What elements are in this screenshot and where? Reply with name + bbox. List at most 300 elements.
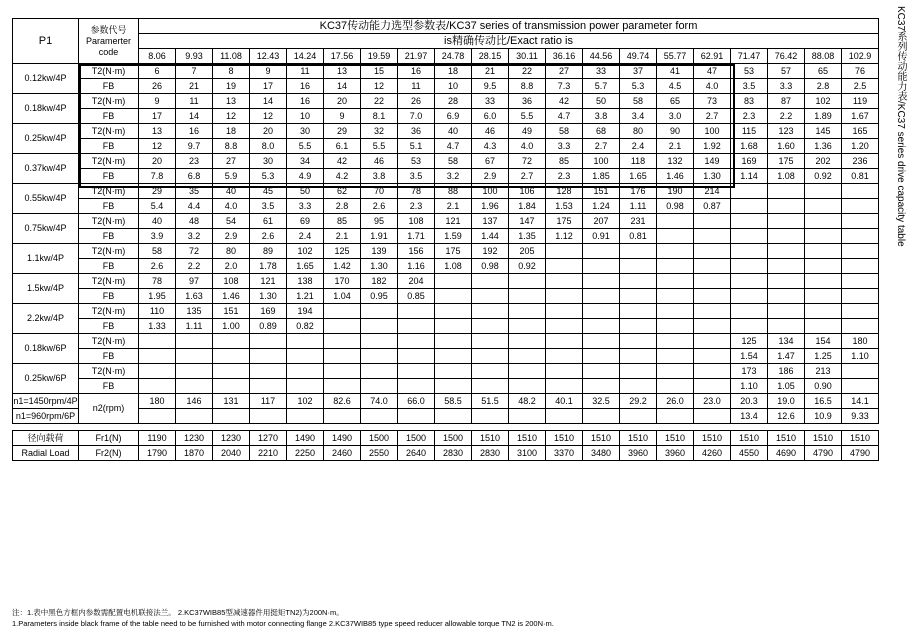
cell-t2: 58 [139, 244, 176, 259]
table-row [13, 124, 879, 139]
cell-fr1: 1500 [398, 431, 435, 446]
cell-t2: 194 [287, 304, 324, 319]
ratio-header-3: 12.43 [250, 49, 287, 64]
cell-fb: 12 [213, 109, 250, 124]
cell-t2 [583, 334, 620, 349]
cell-fb: 2.7 [583, 139, 620, 154]
param-code-en: Paramerter [85, 35, 131, 46]
cell-t2 [324, 304, 361, 319]
transmission-capacity-table [12, 18, 879, 461]
cell-t2: 138 [287, 274, 324, 289]
cell-t2: 125 [324, 244, 361, 259]
power-label-5: 0.75kw/4P [13, 214, 79, 244]
cell-t2 [657, 334, 694, 349]
cell-t2: 186 [768, 364, 805, 379]
cell-t2: 27 [213, 154, 250, 169]
cell-fb: 1.33 [139, 319, 176, 334]
cell-fb: 1.11 [620, 199, 657, 214]
cell-fb: 2.6 [250, 229, 287, 244]
cell-t2: 176 [620, 184, 657, 199]
table-row [13, 139, 879, 154]
cell-fb: 6.8 [176, 169, 213, 184]
cell-t2: 89 [250, 244, 287, 259]
cell-t2 [694, 214, 731, 229]
cell-t2 [546, 274, 583, 289]
cell-fb: 26 [139, 79, 176, 94]
cell-n2 [509, 409, 546, 424]
gap-cell [13, 424, 879, 431]
cell-fb: 3.5 [731, 79, 768, 94]
cell-t2: 14 [250, 94, 287, 109]
cell-fb: 4.7 [546, 109, 583, 124]
cell-t2 [842, 214, 879, 229]
cell-n2: 117 [250, 394, 287, 409]
cell-t2 [805, 184, 842, 199]
cell-fr1: 1230 [213, 431, 250, 446]
table-row [13, 64, 879, 79]
cell-t2 [620, 244, 657, 259]
cell-fb [694, 289, 731, 304]
cell-fb [620, 379, 657, 394]
cell-n2 [398, 409, 435, 424]
cell-fb [694, 379, 731, 394]
cell-t2: 147 [509, 214, 546, 229]
cell-t2 [805, 304, 842, 319]
cell-fb [805, 319, 842, 334]
ratio-header-19: 102.9 [842, 49, 879, 64]
cell-t2: 175 [768, 154, 805, 169]
cell-fr2: 4550 [731, 446, 768, 461]
cell-t2 [731, 214, 768, 229]
cell-fb: 0.81 [842, 169, 879, 184]
cell-fb [361, 349, 398, 364]
cell-t2: 30 [250, 154, 287, 169]
cell-t2 [768, 244, 805, 259]
param-fb-0: FB [79, 79, 139, 94]
cell-fr1: 1510 [509, 431, 546, 446]
cell-t2: 16 [398, 64, 435, 79]
cell-t2: 21 [472, 64, 509, 79]
cell-fb: 4.7 [435, 139, 472, 154]
cell-fb: 2.4 [287, 229, 324, 244]
cell-fr1: 1510 [694, 431, 731, 446]
ratio-header-16: 71.47 [731, 49, 768, 64]
table-row [13, 94, 879, 109]
cell-fb: 1.65 [287, 259, 324, 274]
cell-fb [842, 319, 879, 334]
cell-t2: 190 [657, 184, 694, 199]
cell-t2: 156 [398, 244, 435, 259]
cell-fb: 1.11 [176, 319, 213, 334]
cell-t2 [176, 364, 213, 379]
cell-n2: 23.0 [694, 394, 731, 409]
radial-load-label-en: Radial Load [13, 446, 79, 461]
cell-n2 [694, 409, 731, 424]
cell-t2: 11 [176, 94, 213, 109]
cell-t2: 100 [472, 184, 509, 199]
cell-fr2: 3960 [657, 446, 694, 461]
cell-fr2: 4790 [805, 446, 842, 461]
cell-t2: 20 [139, 154, 176, 169]
cell-fr2: 2830 [435, 446, 472, 461]
cell-t2: 72 [509, 154, 546, 169]
cell-t2: 72 [176, 244, 213, 259]
param-t2-1: T2(N·m) [79, 94, 139, 109]
ratio-header-9: 28.15 [472, 49, 509, 64]
cell-fb: 3.8 [583, 109, 620, 124]
cell-t2: 54 [213, 214, 250, 229]
cell-fb [657, 319, 694, 334]
cell-t2 [546, 304, 583, 319]
cell-t2 [361, 364, 398, 379]
cell-fb: 5.7 [583, 79, 620, 94]
cell-t2 [213, 334, 250, 349]
ratio-header-13: 49.74 [620, 49, 657, 64]
param-fb-2: FB [79, 139, 139, 154]
ratio-header-2: 11.08 [213, 49, 250, 64]
cell-fb: 21 [176, 79, 213, 94]
cell-fr1: 1500 [435, 431, 472, 446]
cell-fb: 4.5 [657, 79, 694, 94]
cell-t2: 35 [176, 184, 213, 199]
cell-t2: 80 [213, 244, 250, 259]
cell-fb: 1.20 [842, 139, 879, 154]
cell-t2 [509, 304, 546, 319]
cell-fb: 2.1 [657, 139, 694, 154]
cell-fb [583, 259, 620, 274]
cell-t2: 83 [731, 94, 768, 109]
cell-t2: 137 [472, 214, 509, 229]
cell-t2: 58 [546, 124, 583, 139]
cell-t2: 65 [805, 64, 842, 79]
cell-fb: 1.30 [250, 289, 287, 304]
p1-label: P1 [13, 19, 79, 64]
radial-load-row-fr2 [13, 446, 879, 461]
exact-ratio-label: is精确传动比/Exact ratio is [139, 34, 879, 49]
cell-t2: 125 [731, 334, 768, 349]
param-fb-4: FB [79, 199, 139, 214]
cell-t2: 36 [398, 124, 435, 139]
cell-fb [250, 379, 287, 394]
cell-t2: 26 [398, 94, 435, 109]
cell-fb: 1.84 [509, 199, 546, 214]
cell-fb [546, 319, 583, 334]
cell-fb: 4.2 [324, 169, 361, 184]
cell-fb: 3.5 [250, 199, 287, 214]
cell-n2: 51.5 [472, 394, 509, 409]
cell-fb: 6.1 [324, 139, 361, 154]
cell-t2: 67 [472, 154, 509, 169]
cell-n2 [583, 409, 620, 424]
power-label-1: 0.18kw/4P [13, 94, 79, 124]
cell-t2 [657, 274, 694, 289]
cell-fr2: 4260 [694, 446, 731, 461]
cell-t2: 207 [583, 214, 620, 229]
cell-fb: 17 [250, 79, 287, 94]
cell-t2: 13 [213, 94, 250, 109]
cell-fb: 1.59 [435, 229, 472, 244]
cell-t2 [472, 274, 509, 289]
cell-fb [361, 319, 398, 334]
cell-t2 [361, 334, 398, 349]
cell-t2 [842, 274, 879, 289]
cell-fb [546, 379, 583, 394]
cell-fb [657, 229, 694, 244]
cell-t2: 23 [176, 154, 213, 169]
param-t2-5: T2(N·m) [79, 214, 139, 229]
cell-t2 [472, 304, 509, 319]
cell-n2 [657, 409, 694, 424]
cell-fb: 1.08 [435, 259, 472, 274]
cell-fb [842, 199, 879, 214]
ratio-header-1: 9.93 [176, 49, 213, 64]
cell-fb [509, 379, 546, 394]
cell-fr1: 1510 [657, 431, 694, 446]
cell-fb [509, 289, 546, 304]
cell-fb [176, 349, 213, 364]
param-fr2: Fr2(N) [79, 446, 139, 461]
cell-fb: 1.25 [805, 349, 842, 364]
cell-fb: 0.91 [583, 229, 620, 244]
cell-fb: 4.0 [509, 139, 546, 154]
cell-t2: 27 [546, 64, 583, 79]
cell-t2: 30 [287, 124, 324, 139]
cell-t2: 48 [176, 214, 213, 229]
cell-t2 [583, 244, 620, 259]
cell-t2 [731, 274, 768, 289]
cell-t2: 22 [509, 64, 546, 79]
cell-t2: 85 [546, 154, 583, 169]
cell-t2: 151 [213, 304, 250, 319]
param-fb-5: FB [79, 229, 139, 244]
cell-t2: 42 [324, 154, 361, 169]
cell-t2 [398, 364, 435, 379]
cell-t2 [768, 274, 805, 289]
cell-t2: 73 [694, 94, 731, 109]
cell-t2: 42 [546, 94, 583, 109]
param-fb-7: FB [79, 289, 139, 304]
header-row-exact-ratio [13, 34, 879, 49]
cell-t2: 15 [361, 64, 398, 79]
table-row [13, 199, 879, 214]
cell-fb: 8.8 [509, 79, 546, 94]
cell-t2: 78 [139, 274, 176, 289]
cell-t2 [694, 244, 731, 259]
cell-fr2: 2550 [361, 446, 398, 461]
cell-fb [213, 379, 250, 394]
table-body [13, 19, 879, 461]
ratio-header-0: 8.06 [139, 49, 176, 64]
cell-t2: 20 [250, 124, 287, 139]
cell-t2: 37 [620, 64, 657, 79]
cell-t2 [546, 334, 583, 349]
table-row [13, 214, 879, 229]
power-label-10: 0.25kw/6P [13, 364, 79, 394]
cell-fb: 1.60 [768, 139, 805, 154]
cell-fb: 1.16 [398, 259, 435, 274]
cell-fb: 7.3 [546, 79, 583, 94]
cell-t2: 135 [176, 304, 213, 319]
cell-t2 [583, 274, 620, 289]
cell-fb [768, 319, 805, 334]
param-t2-2: T2(N·m) [79, 124, 139, 139]
cell-fr2: 3480 [583, 446, 620, 461]
cell-t2: 13 [139, 124, 176, 139]
param-code-en2: code [98, 46, 119, 57]
param-code-header [79, 19, 139, 64]
cell-t2: 22 [361, 94, 398, 109]
cell-fb: 0.98 [472, 259, 509, 274]
cell-t2: 213 [805, 364, 842, 379]
cell-fb: 2.3 [398, 199, 435, 214]
cell-t2 [694, 274, 731, 289]
cell-t2: 95 [361, 214, 398, 229]
cell-t2: 132 [657, 154, 694, 169]
table-row [13, 169, 879, 184]
cell-fb: 10 [287, 109, 324, 124]
cell-fb: 2.2 [768, 109, 805, 124]
table-row [13, 379, 879, 394]
param-t2-6: T2(N·m) [79, 244, 139, 259]
cell-t2 [176, 334, 213, 349]
ratio-header-7: 21.97 [398, 49, 435, 64]
cell-fb: 11 [398, 79, 435, 94]
cell-fb: 4.0 [213, 199, 250, 214]
cell-fb: 0.92 [509, 259, 546, 274]
cell-t2 [287, 334, 324, 349]
cell-t2: 121 [435, 214, 472, 229]
ratio-header-18: 88.08 [805, 49, 842, 64]
cell-t2: 149 [694, 154, 731, 169]
cell-fb: 1.42 [324, 259, 361, 274]
cell-fb [842, 259, 879, 274]
cell-fr2: 4790 [842, 446, 879, 461]
cell-t2 [694, 364, 731, 379]
cell-fb: 0.95 [361, 289, 398, 304]
cell-fb [398, 379, 435, 394]
cell-t2 [435, 304, 472, 319]
param-fb-9: FB [79, 349, 139, 364]
cell-t2 [842, 244, 879, 259]
cell-fr1: 1490 [287, 431, 324, 446]
cell-fb [472, 379, 509, 394]
cell-fb: 1.21 [287, 289, 324, 304]
cell-fb: 1.53 [546, 199, 583, 214]
cell-t2 [139, 334, 176, 349]
cell-t2 [435, 364, 472, 379]
cell-fr1: 1510 [472, 431, 509, 446]
cell-fb: 1.63 [176, 289, 213, 304]
cell-t2 [768, 304, 805, 319]
cell-fb [509, 349, 546, 364]
cell-fb [657, 289, 694, 304]
ratio-header-10: 30.11 [509, 49, 546, 64]
cell-fb: 1.89 [805, 109, 842, 124]
cell-fb: 1.46 [213, 289, 250, 304]
cell-n2: 26.0 [657, 394, 694, 409]
cell-fr1: 1510 [583, 431, 620, 446]
cell-t2: 46 [361, 154, 398, 169]
header-row-title [13, 19, 879, 34]
ratio-header-14: 55.77 [657, 49, 694, 64]
cell-fb: 1.54 [731, 349, 768, 364]
cell-fb: 9.7 [176, 139, 213, 154]
cell-t2: 173 [731, 364, 768, 379]
cell-fb: 9 [324, 109, 361, 124]
cell-fb: 10 [435, 79, 472, 94]
param-t2-4: T2(N·m) [79, 184, 139, 199]
cell-t2: 165 [842, 124, 879, 139]
cell-fb: 0.89 [250, 319, 287, 334]
cell-n2: 74.0 [361, 394, 398, 409]
cell-fb [213, 349, 250, 364]
cell-n2: 32.5 [583, 394, 620, 409]
note-line-cn: 注：1.表中黑色方框内参数需配置电机联接法兰。 2.KC37WIB85型减速器件用挺矩TN2)为200N·m。 [12, 608, 344, 617]
cell-t2: 204 [398, 274, 435, 289]
cell-fb [768, 289, 805, 304]
table-notes [12, 607, 872, 629]
cell-fb [694, 349, 731, 364]
cell-n2: 146 [176, 394, 213, 409]
param-n2: n2(rpm) [79, 394, 139, 424]
cell-fb: 2.9 [472, 169, 509, 184]
cell-fb [768, 199, 805, 214]
cell-fb: 1.44 [472, 229, 509, 244]
cell-n2: 16.5 [805, 394, 842, 409]
cell-fr2: 3960 [620, 446, 657, 461]
cell-t2 [620, 334, 657, 349]
ratio-header-15: 62.91 [694, 49, 731, 64]
ratio-header-5: 17.56 [324, 49, 361, 64]
cell-fb: 0.90 [805, 379, 842, 394]
cell-t2: 34 [287, 154, 324, 169]
cell-fb: 1.30 [361, 259, 398, 274]
cell-fb: 0.85 [398, 289, 435, 304]
main-title: KC37传动能力选型参数表/KC37 series of transmission power parameter form [139, 19, 879, 34]
cell-fb: 1.85 [583, 169, 620, 184]
table-row [13, 79, 879, 94]
cell-fb: 8.8 [213, 139, 250, 154]
param-t2-8: T2(N·m) [79, 304, 139, 319]
cell-fb: 4.3 [472, 139, 509, 154]
cell-fr2: 3100 [509, 446, 546, 461]
cell-fr1: 1500 [361, 431, 398, 446]
param-t2-0: T2(N·m) [79, 64, 139, 79]
cell-fb: 6.0 [472, 109, 509, 124]
cell-t2 [546, 364, 583, 379]
cell-t2 [250, 364, 287, 379]
cell-fb [731, 319, 768, 334]
cell-n2: 40.1 [546, 394, 583, 409]
cell-fb: 1.96 [472, 199, 509, 214]
cell-t2 [805, 244, 842, 259]
ratio-header-6: 19.59 [361, 49, 398, 64]
cell-n2: 66.0 [398, 394, 435, 409]
table-row [13, 184, 879, 199]
cell-fb: 6.9 [435, 109, 472, 124]
cell-t2 [694, 304, 731, 319]
cell-fb: 1.47 [768, 349, 805, 364]
cell-t2 [620, 304, 657, 319]
cell-fb [620, 259, 657, 274]
cell-fb: 5.5 [287, 139, 324, 154]
speed-label-0: n1=1450rpm/4P [13, 394, 79, 409]
cell-n2 [472, 409, 509, 424]
cell-n2: 131 [213, 394, 250, 409]
cell-fb: 1.12 [546, 229, 583, 244]
ratio-header-4: 14.24 [287, 49, 324, 64]
cell-t2: 85 [324, 214, 361, 229]
